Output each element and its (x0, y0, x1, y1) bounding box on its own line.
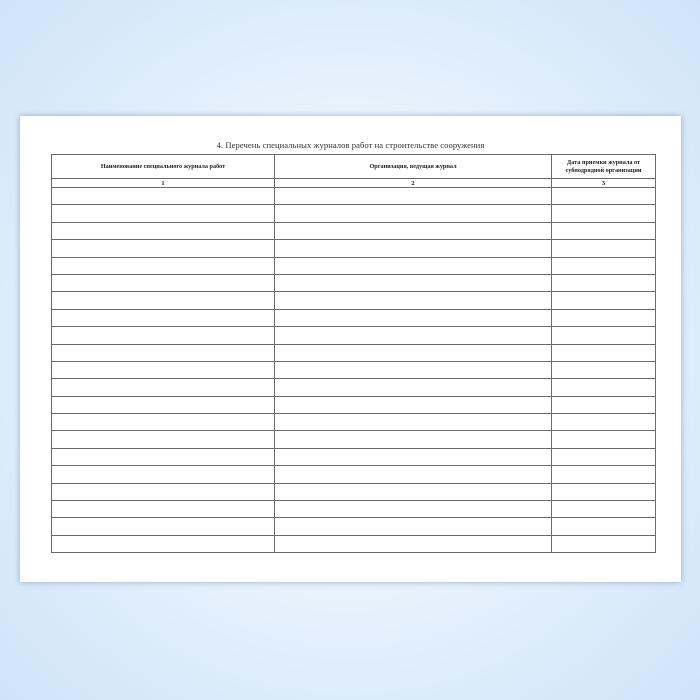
empty-cell (552, 501, 656, 518)
empty-cell (552, 361, 656, 378)
empty-cell (52, 466, 275, 483)
column-number-row (52, 179, 656, 188)
empty-cell (52, 518, 275, 535)
column-header-organization: Организация, ведущая журнал (275, 155, 552, 179)
journals-table (51, 154, 656, 553)
empty-cell (275, 431, 552, 448)
column-number-1: 1 (52, 179, 275, 188)
table-row (52, 396, 656, 413)
column-header-journal-name: Наименование специального журнала работ (52, 155, 275, 179)
empty-cell (52, 396, 275, 413)
empty-cell (52, 483, 275, 500)
empty-cell (52, 448, 275, 465)
empty-cell (52, 309, 275, 326)
empty-cell (552, 396, 656, 413)
empty-cell (275, 188, 552, 205)
table-row (52, 535, 656, 552)
empty-cell (275, 535, 552, 552)
column-number-3: 3 (552, 179, 656, 188)
table-row (52, 327, 656, 344)
empty-cell (275, 344, 552, 361)
table-row (52, 466, 656, 483)
empty-cell (275, 518, 552, 535)
empty-cell (52, 205, 275, 222)
empty-cell (275, 501, 552, 518)
empty-cell (275, 309, 552, 326)
empty-cell (552, 327, 656, 344)
empty-cell (552, 535, 656, 552)
table-row (52, 274, 656, 291)
empty-cell (275, 379, 552, 396)
table-row (52, 379, 656, 396)
table-row (52, 431, 656, 448)
document-sheet (20, 116, 681, 582)
empty-cell (552, 448, 656, 465)
table-row (52, 483, 656, 500)
empty-cell (52, 257, 275, 274)
table-row (52, 257, 656, 274)
column-header-acceptance-date: Дата приемки журнала от субподрядной организации (552, 155, 656, 179)
empty-cell (552, 344, 656, 361)
empty-cell (275, 292, 552, 309)
empty-cell (552, 483, 656, 500)
table-header-row (52, 155, 656, 179)
empty-cell (275, 396, 552, 413)
table-row (52, 344, 656, 361)
table-row (52, 414, 656, 431)
empty-cell (552, 257, 656, 274)
empty-cell (275, 483, 552, 500)
empty-cell (275, 222, 552, 239)
empty-cell (552, 414, 656, 431)
empty-cell (52, 188, 275, 205)
table-row (52, 361, 656, 378)
table-row (52, 205, 656, 222)
empty-cell (275, 240, 552, 257)
empty-cell (552, 274, 656, 291)
empty-cell (275, 327, 552, 344)
table-row (52, 222, 656, 239)
empty-cell (552, 205, 656, 222)
empty-cell (552, 240, 656, 257)
empty-cell (552, 222, 656, 239)
empty-cell (52, 292, 275, 309)
empty-cell (52, 431, 275, 448)
table-row (52, 518, 656, 535)
table-row (52, 309, 656, 326)
table-row (52, 292, 656, 309)
empty-cell (552, 466, 656, 483)
table-row (52, 240, 656, 257)
empty-cell (52, 535, 275, 552)
empty-cell (52, 240, 275, 257)
empty-cell (552, 518, 656, 535)
empty-cell (52, 344, 275, 361)
empty-cell (52, 414, 275, 431)
table-row (52, 188, 656, 205)
empty-cell (275, 257, 552, 274)
document-title: 4. Перечень специальных журналов работ на строительстве сооружения (216, 140, 485, 150)
table-row (52, 448, 656, 465)
empty-cell (552, 309, 656, 326)
empty-cell (275, 205, 552, 222)
empty-cell (275, 414, 552, 431)
empty-cell (275, 274, 552, 291)
empty-cell (552, 188, 656, 205)
empty-cell (52, 327, 275, 344)
empty-cell (52, 501, 275, 518)
empty-cell (52, 379, 275, 396)
empty-cell (52, 222, 275, 239)
empty-cell (552, 379, 656, 396)
table-row (52, 501, 656, 518)
empty-cell (552, 431, 656, 448)
empty-cell (52, 274, 275, 291)
empty-cell (275, 448, 552, 465)
empty-cell (275, 466, 552, 483)
empty-cell (552, 292, 656, 309)
column-number-2: 2 (275, 179, 552, 188)
empty-cell (52, 361, 275, 378)
empty-cell (275, 361, 552, 378)
